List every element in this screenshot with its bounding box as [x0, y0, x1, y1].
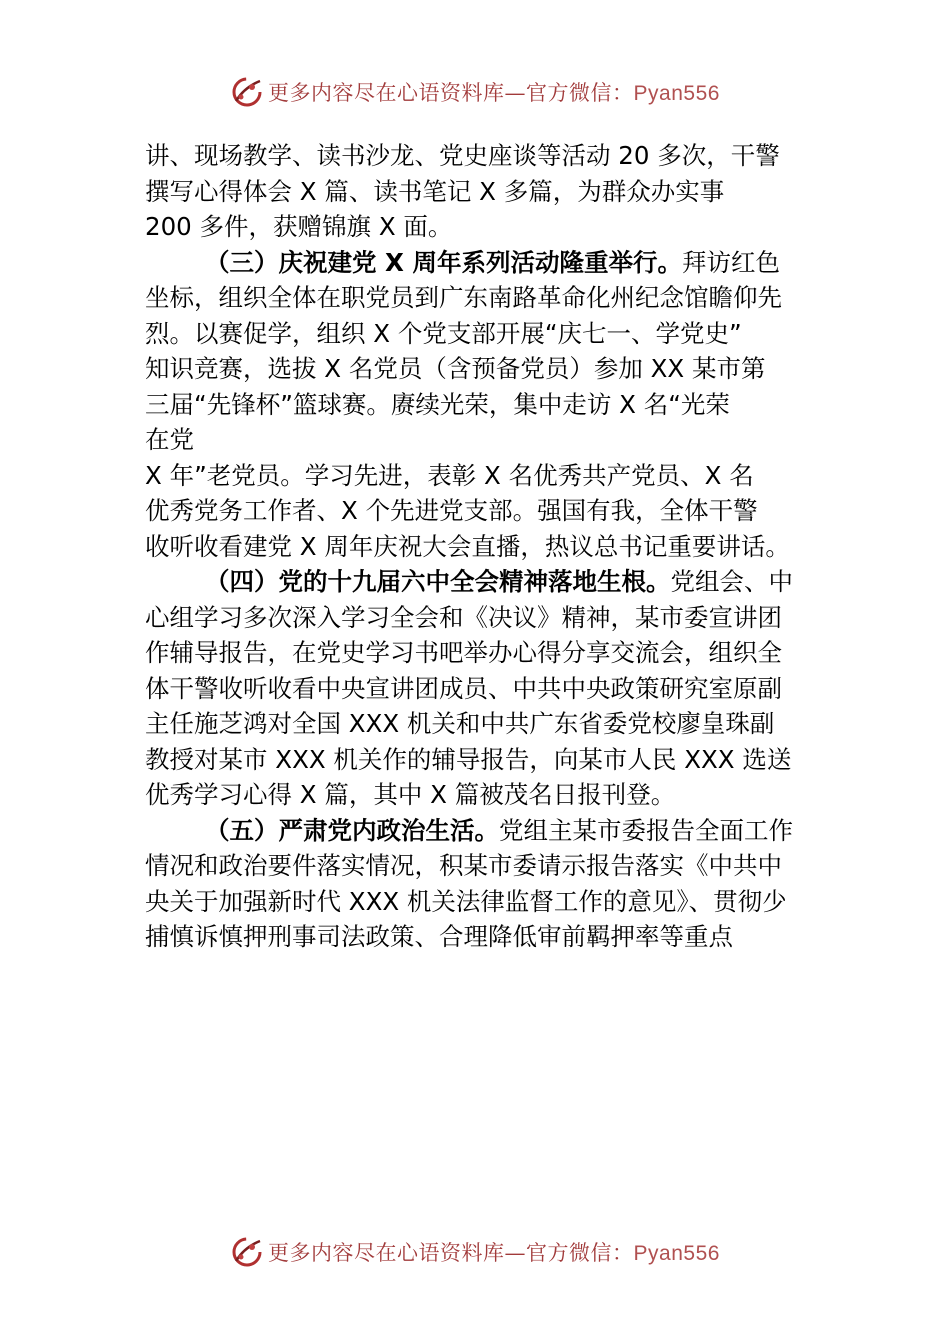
text-line: 烈。以赛促学，组织 X 个党支部开展“庆七一、学党史”: [145, 318, 742, 348]
text-line: 主任施芝鸿对全国 XXX 机关和中共广东省委党校廖皇珠副: [145, 709, 775, 738]
section-heading-4: （四）党的十九届六中全会精神落地生根。: [205, 567, 671, 596]
wechat-account: Pyan556: [633, 82, 720, 105]
wechat-account: Pyan556: [633, 1242, 720, 1265]
footer-banner: [0, 1232, 950, 1272]
text-line: 收听收看建党 X 周年庆祝大会直播，热议总书记重要讲话。: [145, 531, 790, 561]
text-line: 作辅导报告，在党史学习书吧举办心得分享交流会，组织全: [145, 638, 782, 667]
section-heading-5: （五）严肃党内政治生活。: [205, 815, 499, 845]
wreath-logo-icon: [230, 75, 264, 109]
text-line: 讲、现场教学、读书沙龙、党史座谈等活动 20 多次，干警: [145, 141, 780, 170]
text-line: 教授对某市 XXX 机关作的辅导报告，向某市人民 XXX 选送: [145, 744, 792, 774]
text-line: 200 多件，获赠锦旗 X 面。: [145, 212, 453, 241]
text-line: 优秀学习心得 X 篇，其中 X 篇被茂名日报刊登。: [145, 780, 676, 809]
text-line: 知识竞赛，选拔 X 名党员（含预备党员）参加 XX 某市第: [145, 354, 766, 383]
section-heading-3: （三）庆祝建党 X 周年系列活动隆重举行。: [205, 247, 682, 277]
text-line: 央关于加强新时代 XXX 机关法律监督工作的意见》、贯彻少: [145, 886, 787, 916]
text-line: 优秀党务工作者、X 个先进党支部。强国有我，全体干警: [145, 496, 758, 525]
text-span: 党组主某市委报告全面工作: [499, 815, 793, 845]
text-line: 捕慎诉慎押刑事司法政策、合理降低审前羁押率等重点: [145, 922, 733, 951]
text-line: 撰写心得体会 X 篇、读书笔记 X 多篇，为群众办实事: [145, 176, 725, 206]
banner-slogan: 更多内容尽在心语资料库—官方微信：: [268, 1241, 634, 1265]
banner-text: [268, 77, 720, 107]
text-span: 党组会、中: [670, 567, 793, 596]
banner-slogan: 更多内容尽在心语资料库—官方微信：: [268, 81, 634, 105]
text-span: 拜访红色: [681, 247, 780, 277]
section-heading-line: [145, 564, 810, 600]
document-body: [145, 138, 810, 955]
text-line: X 年”老党员。学习先进，表彰 X 名优秀共产党员、X 名: [145, 460, 754, 490]
section-heading-line: [145, 245, 810, 281]
banner-text: [268, 1237, 720, 1267]
text-line: 情况和政治要件落实情况，积某市委请示报告落实《中共中: [145, 851, 782, 880]
text-line: 坐标，组织全体在职党员到广东南路革命化州纪念馆瞻仰先: [145, 283, 782, 312]
text-line: 体干警收听收看中央宣讲团成员、中共中央政策研究室原副: [145, 673, 782, 703]
text-line: 三届“先锋杯”篮球赛。赓续光荣，集中走访 X 名“光荣: [145, 389, 730, 419]
header-banner: [0, 72, 950, 112]
text-line: 心组学习多次深入学习全会和《决议》精神，某市委宣讲团: [145, 602, 782, 632]
text-line: 在党: [145, 425, 194, 454]
wreath-logo-icon: [230, 1235, 264, 1269]
section-heading-line: [145, 813, 810, 849]
